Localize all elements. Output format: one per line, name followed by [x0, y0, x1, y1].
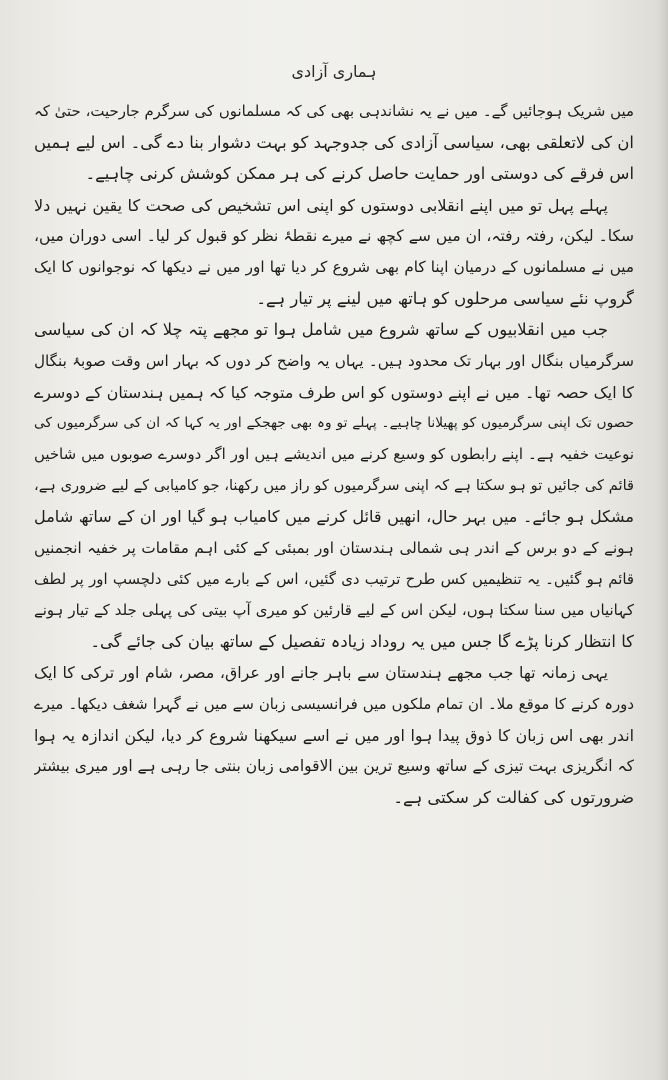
text-line: میں شریک ہوجائیں گے۔ میں نے یہ نشاندہی بھی کی کہ مسلمانوں کی سرگرم جارحیت، حتیٰ کہ: [34, 102, 634, 120]
text-line: اندر بھی اس زبان کا ذوق پیدا ہوا اور میں نے اسے سیکھنا شروع کر دیا، لیکن اندازہ یہ ہوا: [34, 725, 634, 745]
text-line: ان کی لاتعلقی بھی، سیاسی آزادی کی جدوجہد کو بہت دشوار بنا دے گی۔ اس لیے ہمیں: [34, 133, 634, 153]
text-line: کہ انگریزی بہت تیزی کے ساتھ وسیع ترین بین الاقوامی زبان بنتی جا رہی ہے اور میری بیشتر: [34, 756, 634, 775]
text-line: قائم کی جائیں تو ہو سکتا ہے کہ اپنی سرگرمیوں کو راز میں رکھنا، جو کامیابی کے لیے ضروری ہے،: [34, 477, 634, 495]
text-line: کہانیاں میں سنا سکتا ہوں، لیکن اس کے لیے قارئین کو میری آپ بیتی کی پہلی جلد کے تیار ہونے: [34, 601, 634, 619]
page-edge-shadow: [658, 0, 668, 1080]
text-line: کا ایک حصہ تھا۔ میں نے اپنے دوستوں کو اس طرف متوجہ کیا کہ ہمیں ہندستان کے دوسرے: [34, 382, 634, 402]
text-line: مشکل ہو جائے۔ میں بہر حال، انھیں قائل کرنے میں کامیاب ہو گیا اور ان کے ساتھ شامل: [34, 507, 634, 527]
running-head: ہماری آزادی: [291, 62, 377, 81]
text-line: کا انتظار کرنا پڑے گا جس میں یہ روداد زیادہ تفصیل کے ساتھ بیان کی جائے گی۔: [90, 632, 634, 652]
body-text: [34, 96, 634, 813]
text-line: ضرورتوں کی کفالت کر سکتی ہے۔: [393, 788, 634, 808]
text-line: میں نے مسلمانوں کے درمیان اپنا کام بھی شروع کر دیا تھا اور میں نے دیکھا کہ نوجوانوں کا ایک: [34, 257, 634, 276]
text-line: حصوں تک اپنی سرگرمیوں کو پھیلانا چاہیے۔ پہلے تو وہ بھی جھجکے اور یہ کہا کہ ان کی سرگرمیوں کی: [34, 414, 634, 431]
text-line: پہلے پہل تو میں اپنے انقلابی دوستوں کو اپنی اس تشخیص کی صحت کا یقین نہیں دلا: [34, 195, 608, 215]
text-line: اس فرقے کی دوستی اور حمایت حاصل کرنے کی ہر ممکن کوشش کرنی چاہیے۔: [85, 164, 634, 184]
text-line: سکا۔ لیکن، رفتہ رفتہ، ان میں سے کچھ نے میرے نقطۂ نظر کو قبول کر لیا۔ اسی دوران میں،: [34, 226, 634, 245]
text-line: یہی زمانہ تھا جب مجھے ہندستان سے باہر جانے اور عراق، مصر، شام اور ترکی کا ایک: [34, 663, 608, 683]
text-line: ہونے کے دو برس کے اندر ہی شمالی ہندستان اور بمبئی کے کئی اہم مقامات پر خفیہ انجمنیں: [34, 538, 634, 557]
text-line: دورہ کرنے کا موقع ملا۔ ان تمام ملکوں میں فرانسیسی زبان سے میں نے گہرا شغف دیکھا۔ میرے: [34, 694, 634, 713]
text-line: نوعیت خفیہ ہے۔ اپنے رابطوں کو وسیع کرنے میں اندیشے ہیں اور اگر دوسرے صوبوں میں شاخیں: [34, 445, 634, 464]
text-line: جب میں انقلابیوں کے ساتھ شروع میں شامل ہوا تو مجھے پتہ چلا کہ ان کی سیاسی: [34, 320, 608, 340]
text-line: قائم ہو گئیں۔ یہ تنظیمیں کس طرح ترتیب دی گئیں، اس کے بارے میں کئی دلچسپ اور پر لطف: [34, 569, 634, 588]
text-line: سرگرمیاں بنگال اور بہار تک محدود ہیں۔ یہاں یہ واضح کر دوں کہ بہار اس وقت صوبۂ بنگال: [34, 351, 634, 370]
text-line: گروپ نئے سیاسی مرحلوں کو ہاتھ میں لینے پر تیار ہے۔: [256, 289, 634, 309]
